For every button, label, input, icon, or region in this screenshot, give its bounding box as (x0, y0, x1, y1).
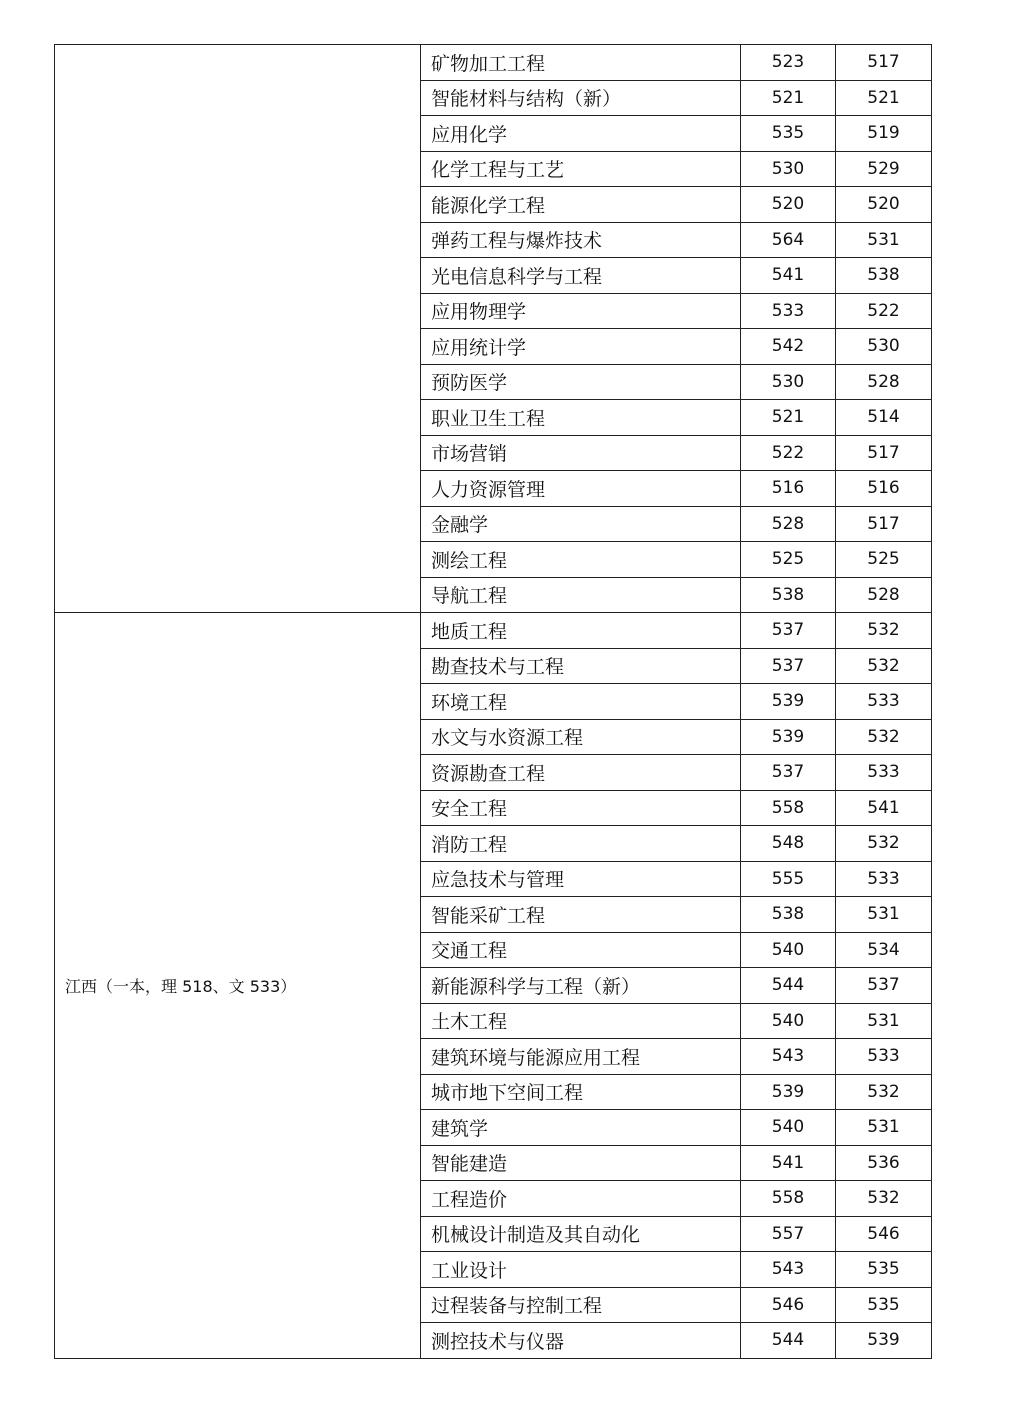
min-score-cell: 516 (836, 471, 932, 507)
min-score-cell: 533 (836, 861, 932, 897)
min-score-cell: 517 (836, 435, 932, 471)
max-score-cell: 544 (741, 1323, 836, 1359)
major-cell: 应用化学 (421, 116, 741, 152)
major-cell: 智能建造 (421, 1145, 741, 1181)
major-cell: 人力资源管理 (421, 471, 741, 507)
max-score-cell: 558 (741, 790, 836, 826)
min-score-cell: 536 (836, 1145, 932, 1181)
min-score-cell: 531 (836, 1003, 932, 1039)
major-cell: 市场营销 (421, 435, 741, 471)
major-cell: 应急技术与管理 (421, 861, 741, 897)
min-score-cell: 538 (836, 258, 932, 294)
major-cell: 水文与水资源工程 (421, 719, 741, 755)
max-score-cell: 533 (741, 293, 836, 329)
max-score-cell: 543 (741, 1039, 836, 1075)
major-cell: 弹药工程与爆炸技术 (421, 222, 741, 258)
max-score-cell: 521 (741, 80, 836, 116)
min-score-cell: 533 (836, 1039, 932, 1075)
min-score-cell: 528 (836, 364, 932, 400)
min-score-cell: 525 (836, 542, 932, 578)
major-cell: 机械设计制造及其自动化 (421, 1216, 741, 1252)
min-score-cell: 532 (836, 826, 932, 862)
max-score-cell: 521 (741, 400, 836, 436)
min-score-cell: 532 (836, 1181, 932, 1217)
max-score-cell: 530 (741, 151, 836, 187)
max-score-cell: 516 (741, 471, 836, 507)
table-row (55, 613, 932, 649)
max-score-cell: 522 (741, 435, 836, 471)
max-score-cell: 537 (741, 613, 836, 649)
min-score-cell: 531 (836, 897, 932, 933)
major-cell: 导航工程 (421, 577, 741, 613)
max-score-cell: 541 (741, 1145, 836, 1181)
min-score-cell: 532 (836, 719, 932, 755)
min-score-cell: 517 (836, 506, 932, 542)
major-cell: 地质工程 (421, 613, 741, 649)
max-score-cell: 555 (741, 861, 836, 897)
min-score-cell: 537 (836, 968, 932, 1004)
region-cell (55, 45, 421, 613)
table-body (55, 45, 932, 1359)
min-score-cell: 528 (836, 577, 932, 613)
min-score-cell: 541 (836, 790, 932, 826)
max-score-cell: 548 (741, 826, 836, 862)
min-score-cell: 534 (836, 932, 932, 968)
min-score-cell: 533 (836, 755, 932, 791)
max-score-cell: 540 (741, 1110, 836, 1146)
major-cell: 应用统计学 (421, 329, 741, 365)
max-score-cell: 542 (741, 329, 836, 365)
major-cell: 智能材料与结构（新） (421, 80, 741, 116)
min-score-cell: 530 (836, 329, 932, 365)
max-score-cell: 537 (741, 755, 836, 791)
min-score-cell: 529 (836, 151, 932, 187)
max-score-cell: 530 (741, 364, 836, 400)
major-cell: 金融学 (421, 506, 741, 542)
min-score-cell: 521 (836, 80, 932, 116)
major-cell: 应用物理学 (421, 293, 741, 329)
min-score-cell: 531 (836, 222, 932, 258)
max-score-cell: 537 (741, 648, 836, 684)
major-cell: 安全工程 (421, 790, 741, 826)
min-score-cell: 533 (836, 684, 932, 720)
max-score-cell: 546 (741, 1287, 836, 1323)
min-score-cell: 535 (836, 1252, 932, 1288)
min-score-cell: 519 (836, 116, 932, 152)
major-cell: 工程造价 (421, 1181, 741, 1217)
major-cell: 交通工程 (421, 932, 741, 968)
table-row (55, 45, 932, 81)
max-score-cell: 538 (741, 897, 836, 933)
major-cell: 土木工程 (421, 1003, 741, 1039)
major-cell: 建筑环境与能源应用工程 (421, 1039, 741, 1075)
max-score-cell: 538 (741, 577, 836, 613)
major-cell: 光电信息科学与工程 (421, 258, 741, 294)
max-score-cell: 541 (741, 258, 836, 294)
major-cell: 新能源科学与工程（新） (421, 968, 741, 1004)
region-cell: 江西（一本，理 518、文 533） (55, 613, 421, 1359)
major-cell: 环境工程 (421, 684, 741, 720)
max-score-cell: 520 (741, 187, 836, 223)
min-score-cell: 532 (836, 648, 932, 684)
major-cell: 过程装备与控制工程 (421, 1287, 741, 1323)
major-cell: 建筑学 (421, 1110, 741, 1146)
major-cell: 测绘工程 (421, 542, 741, 578)
max-score-cell: 539 (741, 719, 836, 755)
max-score-cell: 540 (741, 1003, 836, 1039)
max-score-cell: 523 (741, 45, 836, 81)
max-score-cell: 535 (741, 116, 836, 152)
max-score-cell: 539 (741, 1074, 836, 1110)
min-score-cell: 532 (836, 613, 932, 649)
max-score-cell: 543 (741, 1252, 836, 1288)
major-cell: 资源勘查工程 (421, 755, 741, 791)
min-score-cell: 522 (836, 293, 932, 329)
min-score-cell: 532 (836, 1074, 932, 1110)
max-score-cell: 539 (741, 684, 836, 720)
major-cell: 消防工程 (421, 826, 741, 862)
major-cell: 勘查技术与工程 (421, 648, 741, 684)
major-cell: 职业卫生工程 (421, 400, 741, 436)
major-cell: 预防医学 (421, 364, 741, 400)
max-score-cell: 557 (741, 1216, 836, 1252)
major-cell: 能源化学工程 (421, 187, 741, 223)
major-cell: 智能采矿工程 (421, 897, 741, 933)
max-score-cell: 540 (741, 932, 836, 968)
major-cell: 化学工程与工艺 (421, 151, 741, 187)
max-score-cell: 525 (741, 542, 836, 578)
admission-scores-table (54, 44, 932, 1359)
max-score-cell: 564 (741, 222, 836, 258)
max-score-cell: 558 (741, 1181, 836, 1217)
min-score-cell: 520 (836, 187, 932, 223)
min-score-cell: 535 (836, 1287, 932, 1323)
major-cell: 测控技术与仪器 (421, 1323, 741, 1359)
max-score-cell: 528 (741, 506, 836, 542)
min-score-cell: 531 (836, 1110, 932, 1146)
min-score-cell: 514 (836, 400, 932, 436)
max-score-cell: 544 (741, 968, 836, 1004)
major-cell: 工业设计 (421, 1252, 741, 1288)
min-score-cell: 539 (836, 1323, 932, 1359)
major-cell: 城市地下空间工程 (421, 1074, 741, 1110)
min-score-cell: 546 (836, 1216, 932, 1252)
min-score-cell: 517 (836, 45, 932, 81)
major-cell: 矿物加工工程 (421, 45, 741, 81)
